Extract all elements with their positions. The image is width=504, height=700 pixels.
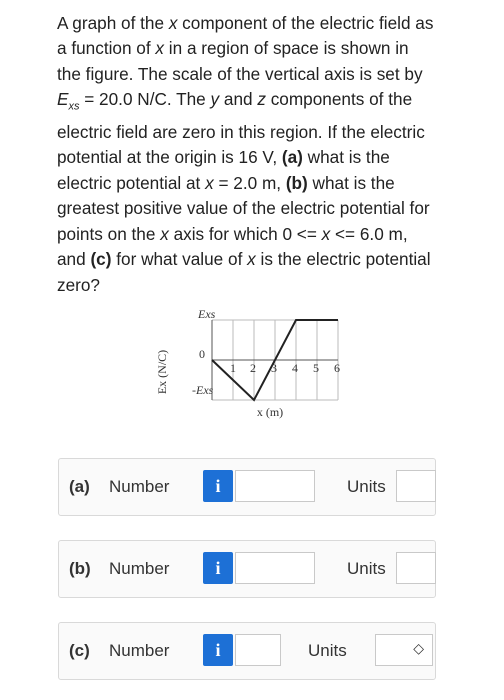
number-input[interactable] (235, 470, 315, 502)
top-level-label: Exs (198, 307, 216, 321)
number-label: Number (109, 477, 170, 496)
electric-field-graph (150, 300, 360, 420)
answer-row-c (58, 622, 436, 680)
number-input[interactable] (235, 634, 281, 666)
x-tick-3: 3 (271, 361, 277, 375)
x-tick-6: 6 (334, 361, 340, 375)
x-axis-label: x (m) (256, 405, 284, 419)
number-input[interactable] (235, 552, 315, 584)
units-select[interactable] (396, 552, 436, 584)
units-select[interactable] (396, 470, 436, 502)
bottom-level-label: -Exs (192, 383, 214, 397)
x-tick-2: 2 (250, 361, 256, 375)
number-label: Number (109, 559, 170, 578)
answer-tag: (b) (69, 559, 91, 578)
answer-tag: (c) (69, 641, 90, 660)
units-label: Units (308, 641, 347, 660)
x-tick-5: 5 (313, 361, 319, 375)
y-axis-label: Ex (N/C) (155, 349, 169, 395)
question-text: A graph of the x component of the electric field as a function of x in a region of space is shown in the figure. The scale of the vertical axis is set by $E_{xs} = 20.0$ N/C. The y and z components of the electric field are zero in this region. If the electric potential at the origin is 16 V, (a) what is the electric potential at x = 2.0 m, (b) what is the greatest positive value of the electric potential for points on the x axis for which 0 <= x <= 6.0 m, and (c) for what value of x is the electric potential zero? (57, 13, 434, 295)
info-button[interactable]: i (203, 552, 233, 584)
info-button[interactable]: i (203, 470, 233, 502)
units-label: Units (347, 559, 386, 578)
x-tick-4: 4 (292, 361, 298, 375)
answer-row-b (58, 540, 436, 598)
chevron-updown-icon: ◇ (413, 640, 424, 656)
answer-tag: (a) (69, 477, 90, 496)
units-label: Units (347, 477, 386, 496)
zero-level-label: 0 (199, 347, 205, 361)
units-dropdown[interactable] (375, 634, 433, 666)
answer-row-a (58, 458, 436, 516)
x-tick-1: 1 (230, 361, 236, 375)
info-button[interactable]: i (203, 634, 233, 666)
number-label: Number (109, 641, 170, 660)
